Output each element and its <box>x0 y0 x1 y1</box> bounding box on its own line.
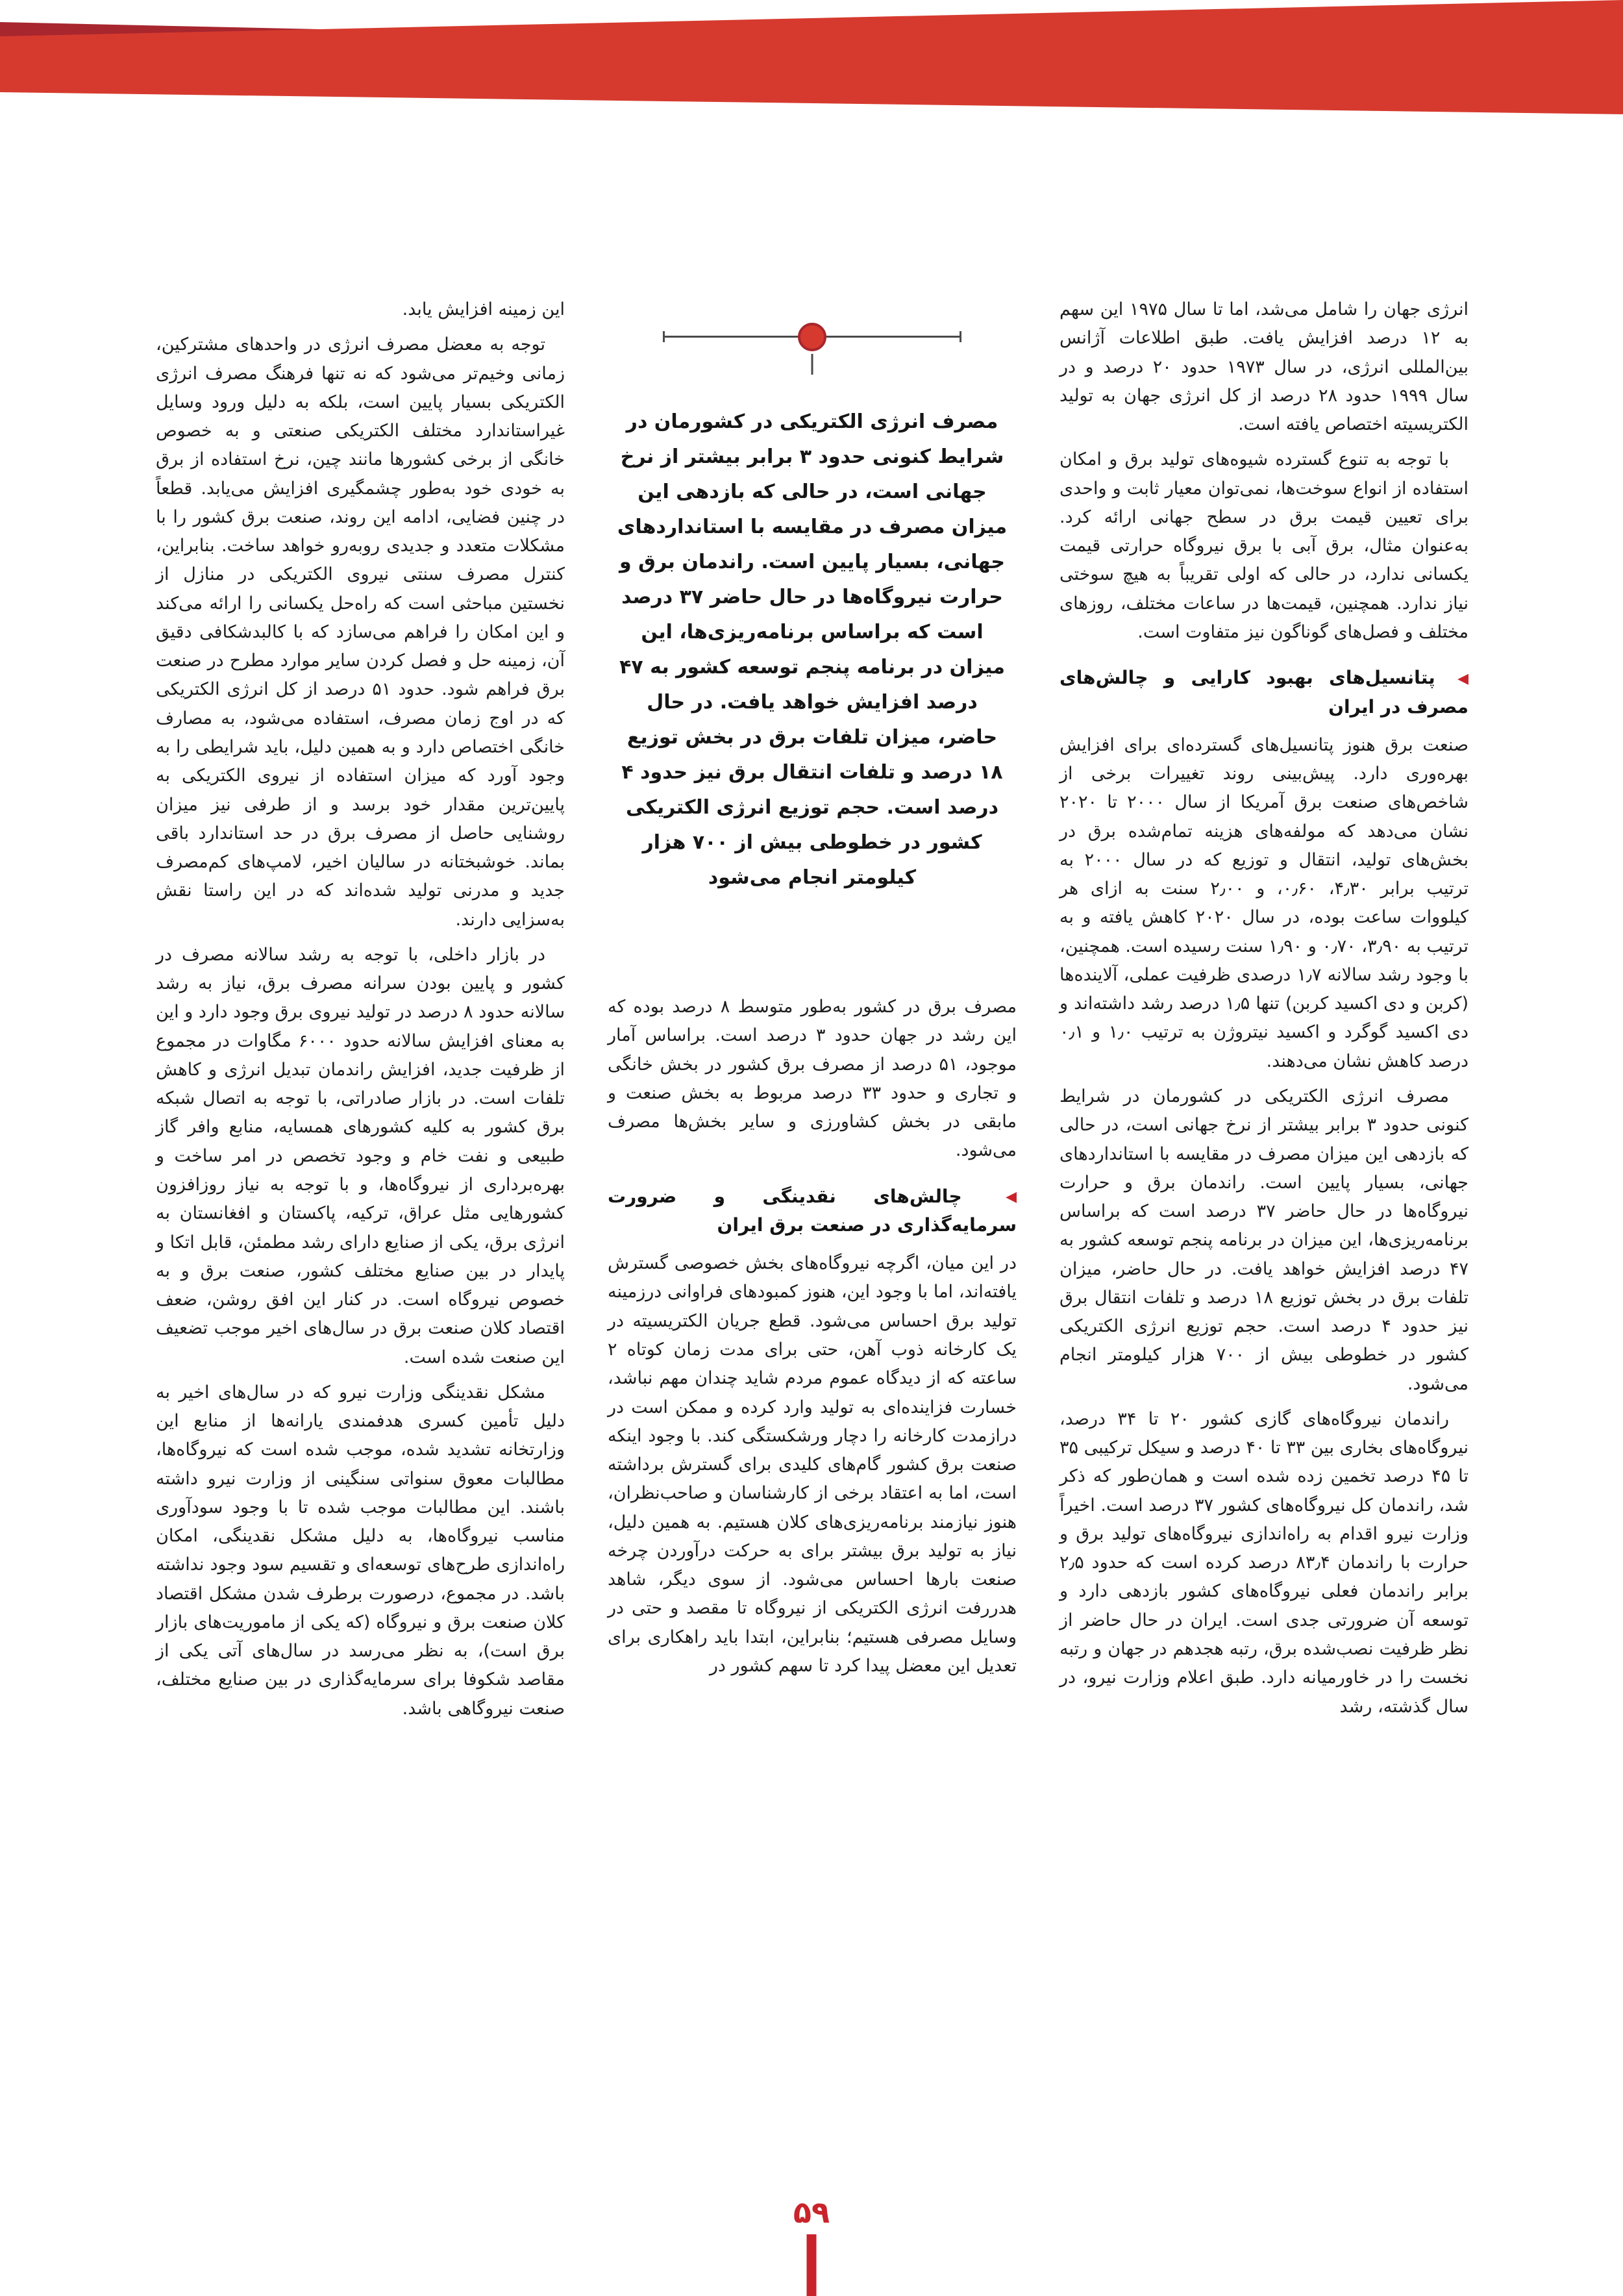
section-marker-icon: ◀ <box>1457 670 1468 687</box>
pullquote: مصرف انرژی الکتریکی در کشورمان در شرایط کنونی حدود ۳ برابر بیشتر از نرخ جهانی است، در حالی که بازدهی این میزان مصرف در مقایسه با استانداردهای جهانی، بسیار پایین است. راندمان برق و حرارت نیروگاه‌ها در حال حاضر ۳۷ درصد است که براساس برنامه‌ریزی‌ها، این میزان در برنامه پنجم توسعه کشور به ۴۷ درصد افزایش خواهد یافت. در حال حاضر، میزان تلفات برق در بخش توزیع ۱۸ درصد و تلفات انتقال برق نیز حدود ۴ درصد است. حجم توزیع انرژی الکتریکی کشور در خطوطی بیش از ۷۰۰ هزار کیلومتر انجام می‌شود <box>617 410 1008 889</box>
column-right <box>1059 295 1468 1730</box>
page-number: ۵۹ <box>793 2195 830 2230</box>
column-middle <box>608 295 1017 1730</box>
header-band-bright-stripe <box>0 0 1623 130</box>
paragraph: این زمینه افزایش یابد. <box>402 299 565 319</box>
section-heading <box>1059 664 1468 722</box>
section-heading-text: چالش‌های نقدینگی و ضرورت سرمایه‌گذاری در صنعت برق ایران <box>608 1185 1017 1236</box>
section-marker-icon: ◀ <box>1006 1189 1017 1205</box>
footer-accent-bar <box>807 2234 817 2296</box>
paragraph: در این میان، اگرچه نیروگاه‌های بخش خصوصی گسترش یافته‌اند، اما با وجود این، هنوز کمبودهای فراوانی درزمینه تولید برق احساس می‌شود. قطع جریان الکتریسیته در یک کارخانه ذوب آهن، حتی برای مدت زمان کوتاه ۲ ساعته که از دیدگاه عموم مردم شاید چندان مهم نباشد، خسارت فزاینده‌ای به تولید وارد کرده و ممکن است در درازمدت کارخانه را دچار ورشکستگی کند. با وجود اینکه صنعت برق کشور گام‌های کلیدی برای گسترش برداشته است، اما به اعتقاد برخی از کارشناسان و صاحب‌نظران، هنوز نیازمند برنامه‌ریزی‌های کلان هستیم. به همین دلیل، نیاز به تولید برق بیشتر برای به حرکت درآوردن چرخه صنعت بارها احساس می‌شود. از سوی دیگر، شاهد هدررفت انرژی الکتریکی از نیروگاه تا مقصد و حتی در وسایل مصرفی هستیم؛ بنابراین، ابتدا باید راهکاری برای تعدیل این معضل پیدا کرد تا سهم کشور در <box>608 1253 1017 1676</box>
paragraph: در بازار داخلی، با توجه به رشد سالانه مصرف در کشور و پایین بودن سرانه مصرف برق، نیاز به رشد سالانه حدود ۸ درصد در تولید نیروی برق وجود دارد و این به معنای افزایش سالانه حدود ۶۰۰۰ مگاوات در مجموع از ظرفیت جدید، افزایش راندمان تبدیل انرژی و کاهش تلفات است. در بازار صادراتی، با توجه به اتصال شبکه برق کشور به کلیه کشورهای همسایه، منابع وافر گاز طبیعی و نفت خام و وجود تخصص در امر ساخت و بهره‌برداری از نیروگاه‌ها، و با توجه به نیاز روزافزون کشورهایی مثل عراق، ترکیه، پاکستان و افغانستان به انرژی برق، یکی از صنایع دارای رشد مطمئن، قابل اتکا و پایدار در بین صنایع مختلف کشور، صنعت برق و به خصوص نیروگاه است. در کنار این افق روشن، ضعف اقتصاد کلان صنعت برق در سال‌های اخیر موجب تضعیف این صنعت شده است. <box>156 944 565 1367</box>
paragraph: مصرف انرژی الکتریکی در کشورمان در شرایط کنونی حدود ۳ برابر بیشتر از نرخ جهانی است، در حالی که بازدهی این میزان مصرف در مقایسه با استانداردهای جهانی، بسیار پایین است. راندمان برق و حرارت نیروگاه‌ها در حال حاضر ۳۷ درصد است که براساس برنامه‌ریزی‌ها، این میزان در برنامه پنجم توسعه کشور به ۴۷ درصد افزایش خواهد یافت. در حال حاضر، میزان تلفات برق در بخش توزیع ۱۸ درصد و تلفات انتقال برق نیز حدود ۴ درصد است. حجم توزیع انرژی الکتریکی کشور در خطوطی بیش از ۷۰۰ هزار کیلومتر انجام می‌شود. <box>1059 1086 1468 1394</box>
column-left <box>156 295 565 1730</box>
paragraph: مشکل نقدینگی وزارت نیرو که در سال‌های اخیر به دلیل تأمین کسری هدفمندی یارانه‌ها از منابع این وزارتخانه تشدید شده، موجب شده است که نیروگاه‌ها، مطالبات معوق سنواتی سنگینی از وزارت نیرو داشته باشند. این مطالبات موجب شده تا با وجود سودآوری مناسب نیروگاه‌ها، به دلیل مشکل نقدینگی، امکان راه‌اندازی طرح‌های توسعه‌ای و تقسیم سود وجود نداشته باشد. در مجموع، درصورت برطرف شدن مشکل اقتصاد کلان صنعت برق و نیروگاه (که یکی از ماموریت‌های بازار برق است)، به نظر می‌رسد در سال‌های آتی یکی از مقاصد شکوفا برای سرمایه‌گذاری در بین صنایع مختلف، صنعت نیروگاهی باشد. <box>156 1382 565 1719</box>
paragraph: انرژی جهان را شامل می‌شد، اما تا سال ۱۹۷۵ این سهم به ۱۲ درصد افزایش یافت. طبق اطلاعات آژانس بین‌المللی انرژی، در سال ۱۹۷۳ حدود ۲۰ درصد و در سال ۱۹۹۹ حدود ۲۸ درصد از کل انرژی جهان به تولید الکتریسیته اختصاص یافته است. <box>1059 299 1469 435</box>
paragraph: با توجه به تنوع گسترده شیوه‌های تولید برق و امکان استفاده از انواع سوخت‌ها، نمی‌توان معیار ثابت و واحدی برای تعیین قیمت برق در سطح جهانی ارائه کرد. به‌عنوان مثال، برق آبی با برق نیروگاه حرارتی قیمت یکسانی ندارد، در حالی که اولی تقریباً به هیچ سوختی نیاز ندارد. همچنین، قیمت‌ها در ساعات مختلف، روزهای مختلف و فصل‌های گوناگون نیز متفاوت است. <box>1059 449 1468 642</box>
ornament-circle-icon <box>798 323 826 351</box>
section-heading <box>608 1182 1017 1241</box>
paragraph: توجه به معضل مصرف انرژی در واحدهای مشترکین، زمانی وخیم‌تر می‌شود که نه تنها فرهنگ مصرف انرژی الکتریکی بسیار پایین است، بلکه به دلیل ورود وسایل غیراستاندارد مختلف الکتریکی صنعتی و به خصوص خانگی از برخی کشورها مانند چین، نرخ استفاده از برق به خودی خود به‌طور چشمگیری افزایش می‌یابد. قطعاً در چنین فضایی، ادامه این روند، صنعت برق کشور را با مشکلات متعدد و جدیدی روبه‌رو خواهد ساخت. بنابراین، کنترل مصرف سنتی نیروی الکتریکی در منازل از نخستین مباحثی است که راه‌حل یکسانی را ارائه می‌کند و این امکان را فراهم می‌سازد که با کالبدشکافی دقیق آن، زمینه حل و فصل کردن سایر موارد مطرح در صنعت برق فراهم شود. حدود ۵۱ درصد از کل انرژی الکتریکی که در اوج زمان مصرف، استفاده می‌شود، به مصارف خانگی اختصاص دارد و به همین دلیل، باید شرایطی را به وجود آورد که میزان استفاده از نیروی الکتریکی به پایین‌ترین مقدار خود برسد و از طرفی نیز میزان روشنایی حاصل از مصرف برق در حد استاندارد باقی بماند. خوشبختانه در سالیان اخیر، لامپ‌های کم‌مصرف جدید و مدرنی تولید شده‌اند که در این راستا نقش به‌سزایی دارند. <box>156 334 565 930</box>
header-band <box>0 0 1623 130</box>
paragraph: راندمان نیروگاه‌های گازی کشور ۲۰ تا ۳۴ درصد، نیروگاه‌های بخاری بین ۳۳ تا ۴۰ درصد و سیکل ترکیبی ۳۵ تا ۴۵ درصد تخمین زده شده است و همان‌طور که ذکر شد، راندمان کل نیروگاه‌های کشور ۳۷ درصد است. اخیراً وزارت نیرو اقدام به راه‌اندازی نیروگاه‌های تولید برق و حرارت با راندمان ۸۳٫۴ درصد کرده است که حدود ۲٫۵ برابر راندمان فعلی نیروگاه‌های کشور بازدهی دارد و توسعه آن ضرورتی جدی است. ایران در حال حاضر از نظر ظرفیت نصب‌شده برق، رتبه هجدهم در جهان و رتبه نخست را در خاورمیانه دارد. طبق اعلام وزارت نیرو، در سال گذشته، رشد <box>1059 1408 1468 1717</box>
section-heading-text: پتانسیل‌های بهبود کارایی و چالش‌های مصرف در ایران <box>1059 667 1468 718</box>
paragraph: صنعت برق هنوز پتانسیل‌های گسترده‌ای برای افزایش بهره‌وری دارد. پیش‌بینی روند تغییرات برخی از شاخص‌های صنعت برق آمریکا از سال ۲۰۰۰ تا ۲۰۲۰ نشان می‌دهد که مولفه‌های هزینه تمام‌شده برق در بخش‌های تولید، انتقال و توزیع که در سال ۲۰۰۰ به ترتیب برابر ۴٫۳۰، ۰٫۶۰، و ۲٫۰۰ سنت به ازای هر کیلووات ساعت بوده، در سال ۲۰۲۰ کاهش یافته و به ترتیب به ۳٫۹۰، ۰٫۷۰ و ۱٫۹۰ سنت رسیده است. همچنین، با وجود رشد سالانه ۱٫۷ درصدی ظرفیت عملی، آلاینده‌ها (کربن و دی اکسید کربن) تنها ۱٫۵ درصد رشد داشته‌اند و دی اکسید گوگرد و اکسید نیتروژن به ترتیب ۱٫۰ و ۰٫۱ درصد کاهش نشان می‌دهند. <box>1059 734 1469 1071</box>
pullquote-ornament <box>663 323 961 379</box>
ornament-stem <box>812 354 813 375</box>
paragraph: مصرف برق در کشور به‌طور متوسط ۸ درصد بوده که این رشد در جهان حدود ۳ درصد است. براساس آمار موجود، ۵۱ درصد از مصرف برق کشور در بخش خانگی و تجاری و حدود ۳۳ درصد مربوط به بخش صنعت و مابقی در بخش کشاورزی و سایر بخش‌ها مصرف می‌شود. <box>608 997 1017 1161</box>
article-body <box>155 295 1468 1730</box>
